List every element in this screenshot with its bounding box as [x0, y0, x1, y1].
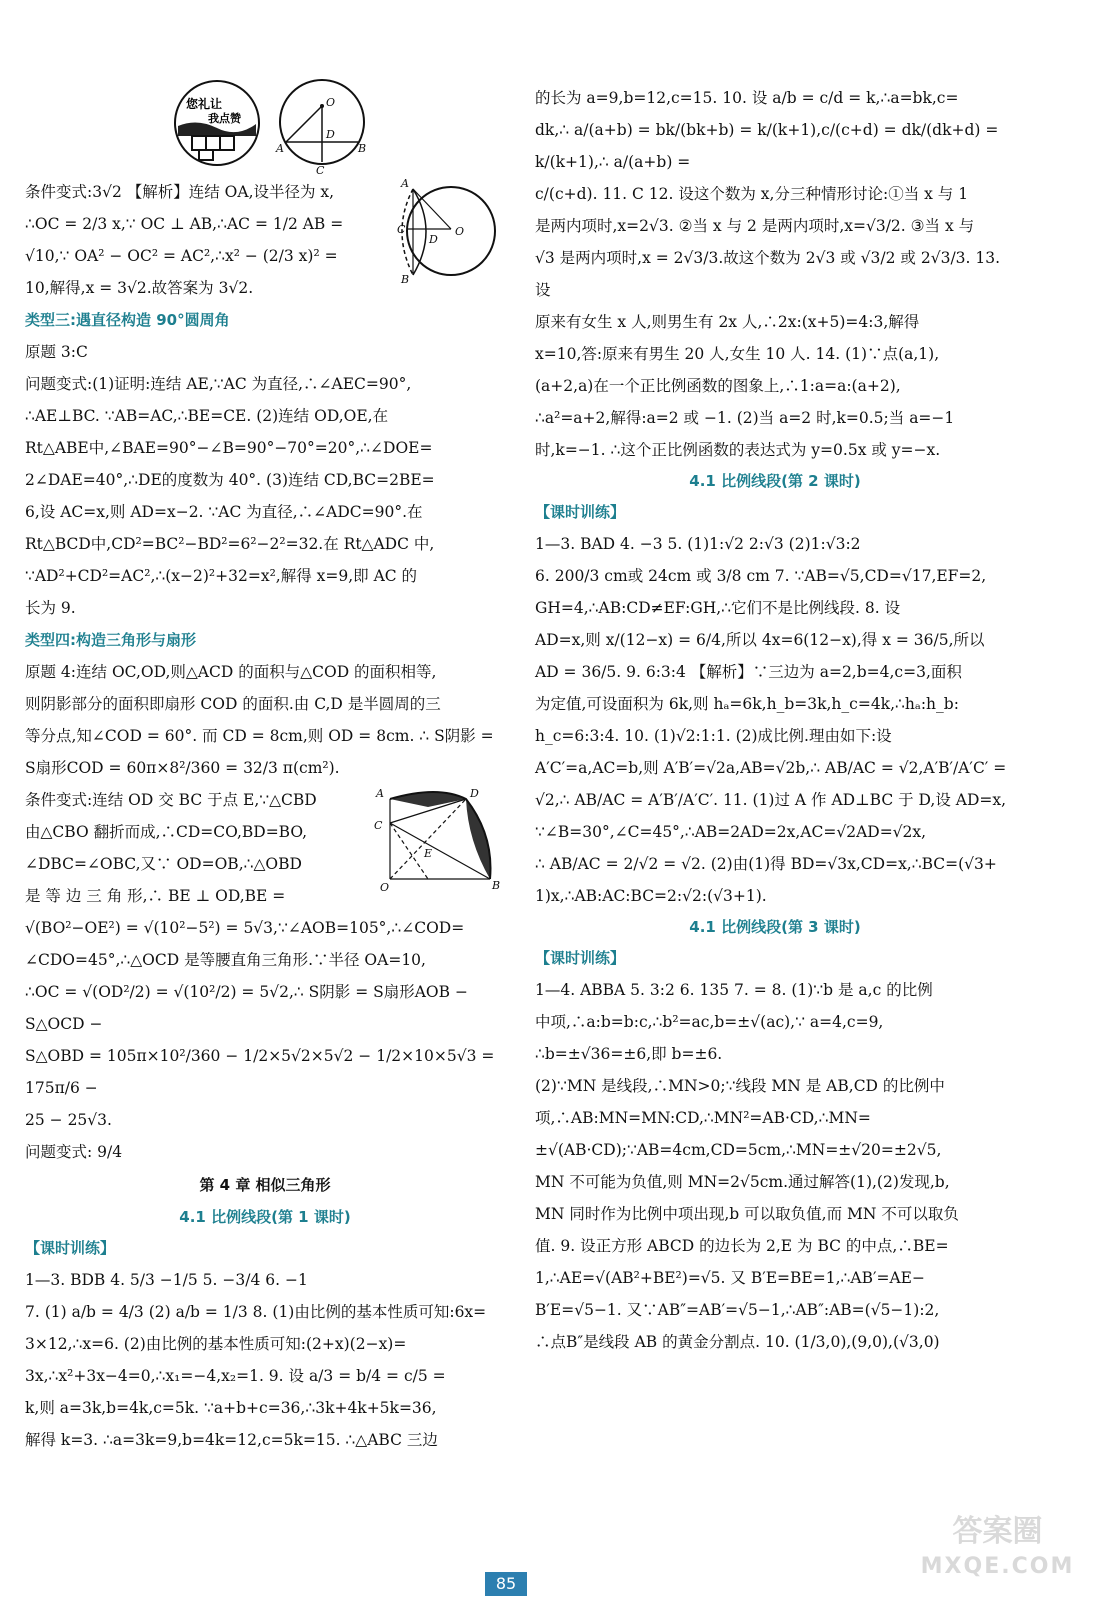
text-line: √(BO²−OE²) = √(10²−5²) = 5√3,∵∠AOB=105°,∴∠COD=	[25, 919, 465, 937]
watermark-url: MXQE.COM	[920, 1554, 1075, 1579]
svg-text:C: C	[316, 164, 325, 176]
text-line: ∴点B″是线段 AB 的黄金分割点. 10. (1/3,0),(9,0),(√3,0)	[535, 1333, 940, 1351]
text-line: MN 不可能为负值,则 MN=2√5cm.通过解答(1),(2)发现,b,	[535, 1173, 950, 1191]
training-label: 【课时训练】	[25, 1239, 116, 1257]
text-line: dk,∴ a/(a+b) = bk/(bk+b) = k/(k+1),c/(c+d) = dk/(dk+d) = k/(k+1),∴ a/(a+b) =	[535, 121, 999, 171]
text-line: (2)∵MN 是线段,∴MN>0;∵线段 MN 是 AB,CD 的比例中	[535, 1077, 945, 1095]
text-line: ∠CDO=45°,∴△OCD 是等腰直角三角形.∵半径 OA=10,	[25, 951, 426, 969]
text-line: 等分点,知∠COD = 60°. 而 CD = 8cm,则 OD = 8cm. ∴ S阴影 =	[25, 727, 494, 745]
text-line: 由△CBO 翻折而成,∴CD=CO,BD=BO,	[25, 823, 308, 841]
text-line: ∴b=±√36=±6,即 b=±6.	[535, 1045, 723, 1063]
left-column	[25, 0, 505, 1456]
text-line: 问题变式:(1)证明:连结 AE,∵AC 为直径,∴∠AEC=90°,	[25, 375, 412, 393]
text-line: 3x,∴x²+3x−4=0,∴x₁=−4,x₂=1. 9. 设 a/3 = b/4 = c/5 =	[25, 1367, 446, 1385]
text-line: S扇形COD = 60π×8²/360 = 32/3 π(cm²).	[25, 759, 340, 777]
text-line: k,则 a=3k,b=4k,c=5k. ∵a+b+c=36,∴3k+4k+5k=36,	[25, 1399, 437, 1417]
text-line: 25 − 25√3.	[25, 1111, 112, 1129]
svg-text:E: E	[424, 847, 433, 860]
svg-text:B: B	[492, 879, 501, 892]
text-line: 2∠DAE=40°,∴DE的度数为 40°. (3)连结 CD,BC=2BE=	[25, 471, 435, 489]
text-line: 1—3. BAD 4. −3 5. (1)1:√2 2:√3 (2)1:√3:2	[535, 535, 861, 553]
svg-text:B: B	[401, 273, 410, 286]
text-line: 长为 9.	[25, 599, 76, 617]
text-line: 原题 3:C	[25, 343, 88, 361]
svg-text:O: O	[380, 881, 390, 894]
text-line: 3×12,∴x=6. (2)由比例的基本性质可知:(2+x)(2−x)=	[25, 1335, 407, 1353]
svg-text:O: O	[455, 225, 465, 238]
text-line: A′C′=a,AC=b,则 A′B′=√2a,AB=√2b,∴ AB/AC = √2,A′B′/A′C′ =	[535, 759, 1007, 777]
text-line: 1—3. BDB 4. 5/3 −1/5 5. −3/4 6. −1	[25, 1271, 308, 1289]
text-line: 1)x,∴AB:AC:BC=2:√2:(√3+1).	[535, 887, 767, 905]
text-line: 值. 9. 设正方形 ABCD 的边长为 2,E 为 BC 的中点,∴BE=	[535, 1237, 949, 1255]
text-line: 则阴影部分的面积即扇形 COD 的面积.由 C,D 是半圆周的三	[25, 695, 441, 713]
svg-text:B: B	[358, 142, 367, 155]
text-line: √2,∴ AB/AC = A′B′/A′C′. 11. (1)过 A 作 AD⊥BC 于 D,设 AD=x,	[535, 791, 1007, 809]
text-line: ∴ AB/AC = 2/√2 = √2. (2)由(1)得 BD=√3x,CD=x,∴BC=(√3+	[535, 855, 997, 873]
text-line: 7. (1) a/b = 4/3 (2) a/b = 1/3 8. (1)由比例的基本性质可知:6x=	[25, 1303, 487, 1321]
text-line: ∴AE⊥BC. ∵AB=AC,∴BE=CE. (2)连结 OD,OE,在	[25, 407, 389, 425]
text-line: 的长为 a=9,b=12,c=15. 10. 设 a/b = c/d = k,∴a=bk,c=	[535, 89, 959, 107]
text-line: ∴a²=a+2,解得:a=2 或 −1. (2)当 a=2 时,k=0.5;当 a=−1	[535, 409, 955, 427]
svg-text:A: A	[401, 177, 409, 190]
text-line: B′E=√5−1. 又∵AB″=AB′=√5−1,∴AB″:AB=(√5−1):2,	[535, 1301, 940, 1319]
svg-text:C: C	[374, 819, 383, 832]
section-title: 4.1 比例线段(第 2 课时)	[689, 472, 861, 490]
svg-text:C: C	[397, 223, 406, 236]
svg-text:A: A	[276, 142, 284, 155]
training-label: 【课时训练】	[535, 949, 626, 967]
watermark-text: 答案圈	[952, 1514, 1043, 1549]
watermark-logo	[890, 1512, 1105, 1592]
svg-text:A: A	[376, 787, 384, 800]
text-line: 中项,∴a:b=b:c,∴b²=ac,b=±√(ac),∵ a=4,c=9,	[535, 1013, 884, 1031]
text-line: ∠DBC=∠OBC,又∵ OD=OB,∴△OBD	[25, 855, 302, 873]
text-line: GH=4,∴AB:CD≠EF:GH,∴它们不是比例线段. 8. 设	[535, 599, 901, 617]
text-line: Rt△ABE中,∠BAE=90°−∠B=90°−70°=20°,∴∠DOE=	[25, 439, 433, 457]
text-line: 问题变式: 9/4	[25, 1143, 123, 1161]
text-line: MN 同时作为比例中项出现,b 可以取负值,而 MN 不可以取负	[535, 1205, 959, 1223]
text-line: Rt△BCD中,CD²=BC²−BD²=6²−2²=32.在 Rt△ADC 中,	[25, 535, 435, 553]
text-line: 原来有女生 x 人,则男生有 2x 人,∴2x:(x+5)=4:3,解得	[535, 313, 920, 331]
text-line: ∵AD²+CD²=AC²,∴(x−2)²+32=x²,解得 x=9,即 AC 的	[25, 567, 418, 585]
text-line: c/(c+d). 11. C 12. 设这个数为 x,分三种情形讨论:①当 x 与 1	[535, 185, 969, 203]
text-line: x=10,答:原来有男生 20 人,女生 10 人. 14. (1)∵点(a,1),	[535, 345, 940, 363]
text-line: ∵∠B=30°,∠C=45°,∴AB=2AD=2x,AC=√2AD=√2x,	[535, 823, 927, 841]
text-line: 10,解得,x = 3√2.故答案为 3√2.	[25, 279, 254, 297]
section-title: 4.1 比例线段(第 3 课时)	[689, 918, 861, 936]
text-line: 6,设 AC=x,则 AD=x−2. ∵AC 为直径,∴∠ADC=90°.在	[25, 503, 423, 521]
text-line: ∴OC = 2/3 x,∵ OC ⊥ AB,∴AC = 1/2 AB =	[25, 215, 344, 233]
text-line: 原题 4:连结 OC,OD,则△ACD 的面积与△COD 的面积相等,	[25, 663, 437, 681]
stamp-text-1: 您礼让	[186, 97, 223, 111]
text-line: 项,∴AB:MN=MN:CD,∴MN²=AB·CD,∴MN=	[535, 1109, 871, 1127]
text-line: 1,∴AE=√(AB²+BE²)=√5. 又 B′E=BE=1,∴AB′=AE−	[535, 1269, 925, 1287]
text-line: √10,∵ OA² − OC² = AC²,∴x² − (2/3 x)² =	[25, 247, 338, 265]
text-line: AD = 36/5. 9. 6:3:4 【解析】∵三边为 a=2,b=4,c=3,面积	[535, 663, 962, 681]
text-line: 是 等 边 三 角 形,∴ BE ⊥ OD,BE =	[25, 887, 286, 905]
text-line: 6. 200/3 cm或 24cm 或 3/8 cm 7. ∵AB=√5,CD=√17,EF=2,	[535, 567, 987, 585]
svg-text:D: D	[470, 787, 479, 800]
text-line: S△OBD = 105π×10²/360 − 1/2×5√2×5√2 − 1/2×10×5√3 = 175π/6 −	[25, 1047, 495, 1097]
text-line: (a+2,a)在一个正比例函数的图象上,∴1:a=a:(a+2),	[535, 377, 901, 395]
svg-text:D: D	[429, 233, 438, 246]
training-label: 【课时训练】	[535, 503, 626, 521]
type-heading: 类型三:遇直径构造 90°圆周角	[25, 311, 230, 329]
page-number: 85	[485, 1572, 527, 1596]
svg-text:D: D	[326, 128, 335, 141]
stamp-text-2: 我点赞	[208, 112, 241, 125]
type-heading: 类型四:构造三角形与扇形	[25, 631, 196, 649]
text-line: 时,k=−1. ∴这个正比例函数的表达式为 y=0.5x 或 y=−x.	[535, 441, 941, 459]
text-line: 1—4. ABBA 5. 3:2 6. 135 7. = 8. (1)∵b 是 a,c 的比例	[535, 981, 933, 999]
text-line: AD=x,则 x/(12−x) = 6/4,所以 4x=6(12−x),得 x = 36/5,所以	[535, 631, 985, 649]
text-line: 是两内项时,x=2√3. ②当 x 与 2 是两内项时,x=√3/2. ③当 x 与	[535, 217, 975, 235]
text-line: ±√(AB·CD);∵AB=4cm,CD=5cm,∴MN=±√20=±2√5,	[535, 1141, 942, 1159]
section-title: 4.1 比例线段(第 1 课时)	[179, 1208, 351, 1226]
right-column	[535, 0, 1015, 1358]
text-line: 条件变式:3√2 【解析】连结 OA,设半径为 x,	[25, 183, 335, 201]
text-line: h_c=6:3:4. 10. (1)√2:1:1. (2)成比例.理由如下:设	[535, 727, 892, 745]
text-line: 为定值,可设面积为 6k,则 hₐ=6k,h_b=3k,h_c=4k,∴hₐ:h_b:	[535, 695, 959, 713]
text-line: 解得 k=3. ∴a=3k=9,b=4k=12,c=5k=15. ∴△ABC 三边	[25, 1431, 438, 1449]
text-line: 条件变式:连结 OD 交 BC 于点 E,∵△CBD	[25, 791, 317, 809]
svg-text:O: O	[326, 96, 336, 109]
chapter-title: 第 4 章 相似三角形	[199, 1176, 331, 1194]
text-line: √3 是两内项时,x = 2√3/3.故这个数为 2√3 或 √3/2 或 2√3/3. 13. 设	[535, 249, 1001, 299]
text-line: ∴OC = √(OD²/2) = √(10²/2) = 5√2,∴ S阴影 = S扇形AOB − S△OCD −	[25, 983, 468, 1033]
